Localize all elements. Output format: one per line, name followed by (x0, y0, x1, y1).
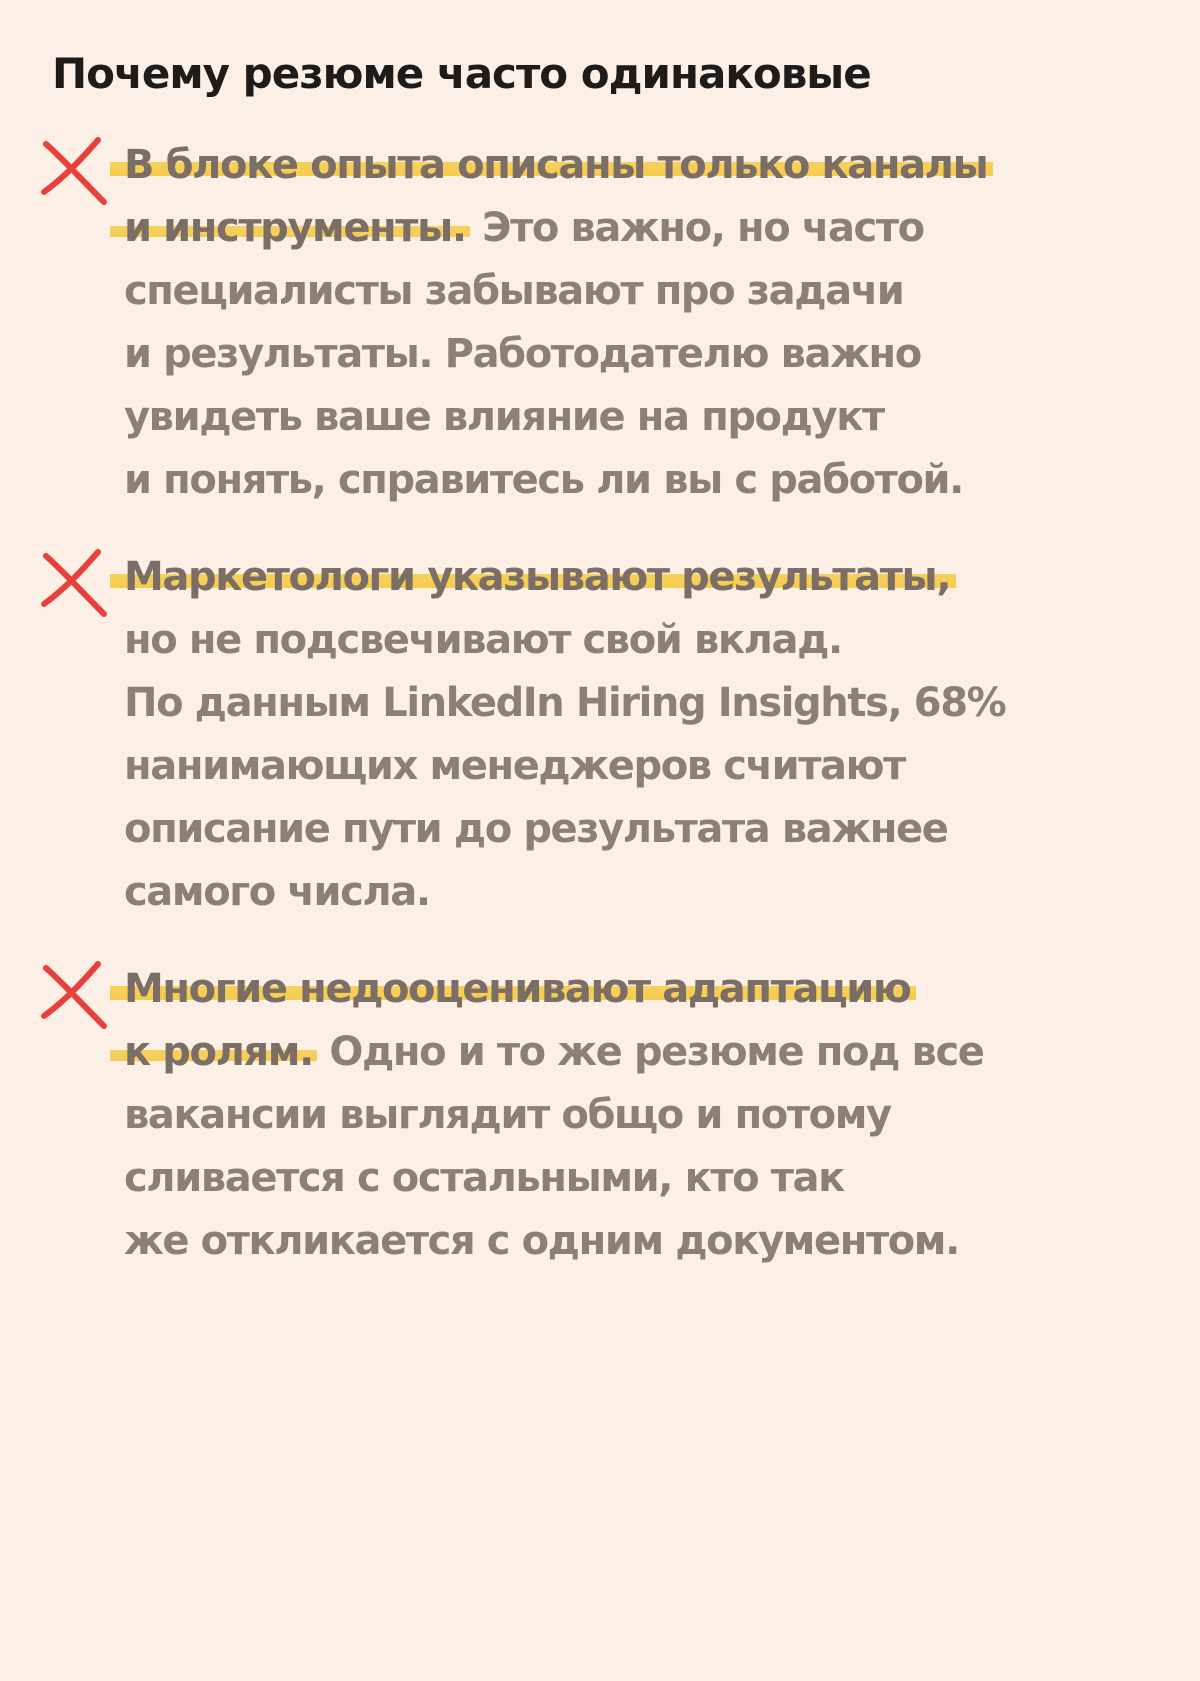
text-line: к ролям. Одно и то же резюме под все (124, 1021, 1134, 1084)
mistake-text (124, 546, 1134, 924)
text-line: описание пути до результата важнее (124, 806, 948, 852)
text-line: специалисты забывают про задачи (124, 268, 904, 314)
text-line: вакансии выглядит общо и потому (124, 1092, 891, 1138)
text-line: самого числа. (124, 869, 430, 915)
text-line (124, 546, 1134, 609)
text-line: же откликается с одним документом. (124, 1218, 959, 1264)
cross-icon (38, 546, 110, 618)
text-line: нанимающих менеджеров считают (124, 743, 905, 789)
text-line: увидеть ваше влияние на продукт (124, 394, 884, 440)
cross-icon (38, 134, 110, 206)
highlighted-text: Многие недооценивают адаптацию (110, 966, 916, 1012)
highlighted-text: к ролям. (110, 1029, 317, 1075)
mistake-text (124, 134, 1134, 512)
text-line: но не подсвечивают свой вклад. (124, 617, 842, 663)
page-title: Почему резюме часто одинаковые (52, 49, 871, 98)
highlighted-text: В блоке опыта описаны только каналы (110, 142, 993, 188)
text-line (124, 958, 1134, 1021)
text-line (124, 134, 1134, 197)
highlighted-text: и инструменты. (110, 205, 470, 251)
cross-icon (38, 958, 110, 1030)
highlighted-text: Маркетологи указывают результаты, (110, 554, 956, 600)
text-line: и понять, справитесь ли вы с работой. (124, 457, 963, 503)
text-line: и результаты. Работодателю важно (124, 331, 921, 377)
text-line: сливается с остальными, кто так (124, 1155, 844, 1201)
text-line: и инструменты. Это важно, но часто (124, 197, 1134, 260)
mistake-text (124, 958, 1134, 1273)
text-line: По данным LinkedIn Hiring Insights, 68% (124, 680, 1006, 726)
